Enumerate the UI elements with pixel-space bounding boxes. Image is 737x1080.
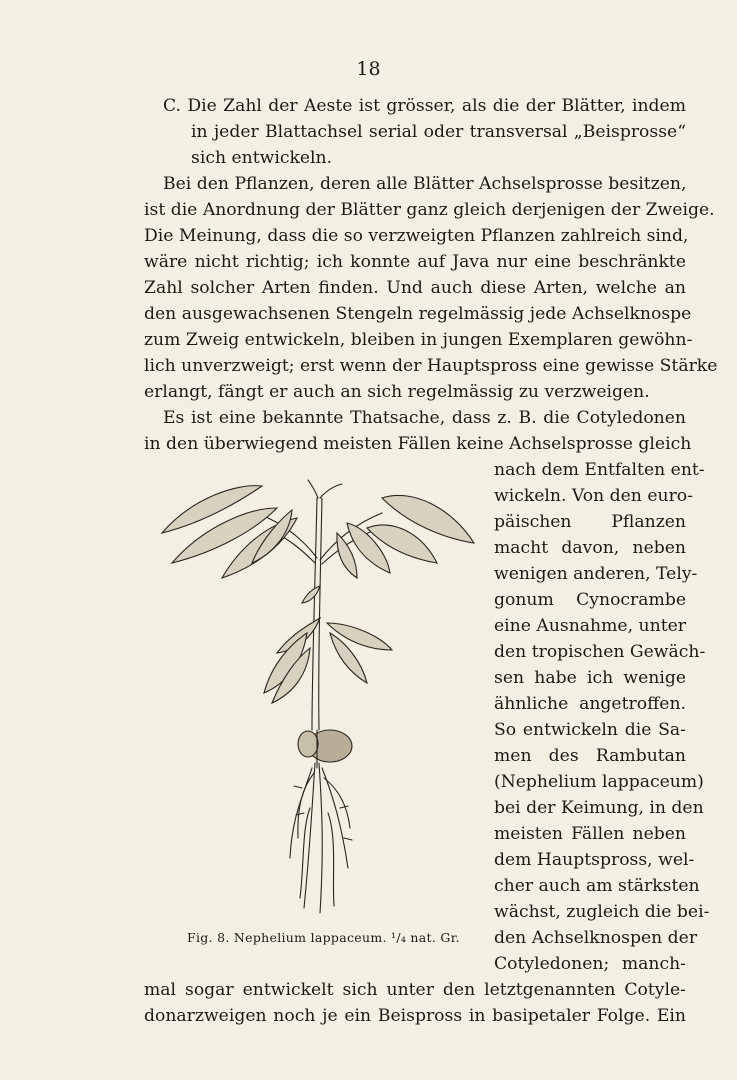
column-text-line: den tropischen Gewäch-: [494, 642, 706, 662]
column-text-line: macht davon, neben: [494, 538, 686, 558]
column-text-line: eine Ausnahme, unter: [494, 616, 686, 636]
apical-bud: [308, 480, 342, 498]
text-line: Es ist eine bekannte Thatsache, dass z. B. die Cotyledonen: [163, 408, 686, 428]
column-text-line: dem Hauptspross, wel-: [494, 850, 695, 870]
text-line: den ausgewachsenen Stengeln regelmässig jede Achselknospe: [144, 304, 692, 324]
column-text-line: wächst, zugleich die bei-: [494, 902, 710, 922]
text-line: ist die Anordnung der Blätter ganz gleich derjenigen der Zweige.: [144, 200, 715, 220]
text-line: Zahl solcher Arten finden. Und auch diese Arten, welche an: [144, 278, 686, 298]
text-line: C. Die Zahl der Aeste ist grösser, als die der Blätter, indem: [163, 96, 686, 116]
column-text-line: So entwickeln die Sa-: [494, 720, 686, 740]
stem: [319, 498, 322, 730]
plant-illustration: [152, 468, 482, 923]
column-text-line: sen habe ich wenige: [494, 668, 686, 688]
text-line: lich unverzweigt; erst wenn der Hauptspross eine gewisse Stärke: [144, 356, 718, 376]
stem: [312, 498, 317, 730]
column-text-line: men des Rambutan: [494, 746, 686, 766]
root: [319, 763, 322, 913]
text-line: Die Meinung, dass die so verzweigten Pflanzen zahlreich sind,: [144, 226, 689, 246]
column-text-line: wenigen anderen, Tely-: [494, 564, 698, 584]
text-line: in den überwiegend meisten Fällen keine Achselsprosse gleich: [144, 434, 692, 454]
root: [322, 768, 348, 868]
column-text-line: den Achselknospen der: [494, 928, 698, 948]
figure-caption: Fig. 8. Nephelium lappaceum. ¹/₄ nat. Gr.: [187, 930, 460, 945]
text-line: wäre nicht richtig; ich konnte auf Java nur eine beschränkte: [144, 252, 686, 272]
text-line: erlangt, fängt er auch an sich regelmässig zu verzweigen.: [144, 382, 650, 402]
text-line: sich entwickeln.: [191, 148, 333, 168]
text-line: Bei den Pflanzen, deren alle Blätter Achselsprosse besitzen,: [163, 174, 687, 194]
column-text-line: gonum Cynocrambe: [494, 590, 686, 610]
column-text-line: (Nephelium lappaceum): [494, 772, 704, 792]
text-line: mal sogar entwickelt sich unter den letztgenannten Cotyle-: [144, 980, 686, 1000]
text-line: in jeder Blattachsel serial oder transversal „Beisprosse“: [191, 122, 686, 142]
text-line: zum Zweig entwickeln, bleiben in jungen Exemplaren gewöhn-: [144, 330, 693, 350]
page-number: 18: [356, 58, 381, 80]
column-text-line: nach dem Entfalten ent-: [494, 460, 705, 480]
column-text-line: Cotyledonen; manch-: [494, 954, 686, 974]
text-line: donarzweigen noch je ein Beispross in basipetaler Folge. Ein: [144, 1006, 686, 1026]
column-text-line: cher auch am stärksten: [494, 876, 700, 896]
column-text-line: bei der Keimung, in den: [494, 798, 704, 818]
seedling-drawing: [152, 468, 482, 923]
column-text-line: wickeln. Von den euro-: [494, 486, 693, 506]
column-text-line: ähnliche angetroffen.: [494, 694, 686, 714]
column-text-line: meisten Fällen neben: [494, 824, 686, 844]
column-text-line: päischen Pflanzen: [494, 512, 686, 532]
